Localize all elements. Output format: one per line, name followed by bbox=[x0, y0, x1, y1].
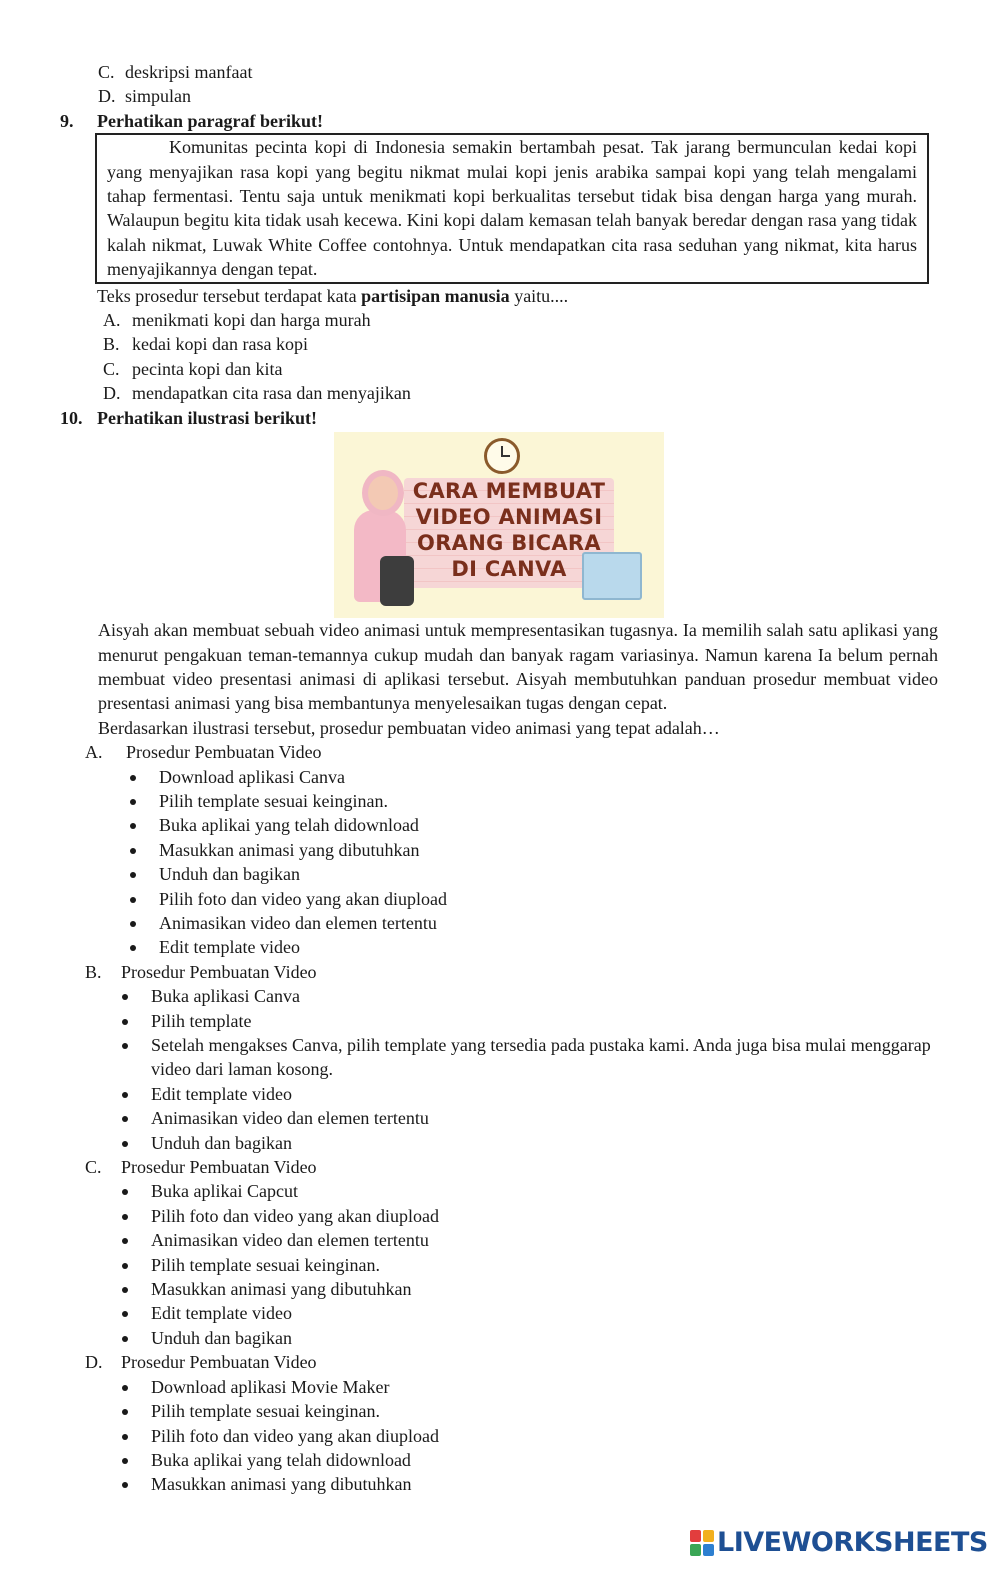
bullet-icon bbox=[130, 921, 136, 927]
stem-text-pre: Teks prosedur tersebut terdapat kata bbox=[97, 285, 362, 306]
girl-figure-head bbox=[362, 470, 404, 516]
option-text: simpulan bbox=[125, 86, 191, 107]
q9-stem bbox=[0, 284, 1000, 308]
bullet-icon bbox=[122, 1019, 128, 1025]
bullet-icon bbox=[122, 1263, 128, 1269]
step-item bbox=[0, 1228, 1000, 1252]
option-letter: A. bbox=[85, 742, 103, 763]
illustration-line: CARA MEMBUAT bbox=[412, 479, 606, 504]
bullet-icon bbox=[122, 1336, 128, 1342]
step-item bbox=[0, 838, 1000, 862]
option-letter: B. bbox=[103, 334, 120, 355]
stem-text-bold: partisipan manusia bbox=[361, 285, 510, 306]
option-steps-list bbox=[0, 765, 1000, 960]
logo-text: LIVEWORKSHEETS bbox=[717, 1526, 988, 1558]
step-item bbox=[0, 1326, 1000, 1350]
step-item bbox=[0, 935, 1000, 959]
q10-paragraph: Aisyah akan membuat sebuah video animasi untuk mempresentasikan tugasnya. Ia memilih salah satu aplikasi yang menurut pengakuan teman-temannya cukup mudah dan banyak ragam variasinya. Namun karena Ia belum pernah membuat video presentasi animasi di aplikasi tersebut. Aisyah membutuhkan panduan prosedur membuat video presentasi animasi yang bisa membantunya menyelesaikan tugas dengan cepat. bbox=[98, 620, 938, 714]
step-text: Edit template video bbox=[151, 1083, 292, 1104]
stem-text-post: yaitu.... bbox=[509, 285, 569, 306]
bullet-icon bbox=[122, 1116, 128, 1122]
option-letter: D. bbox=[98, 86, 116, 107]
step-item bbox=[0, 1448, 1000, 1472]
option-text: menikmati kopi dan harga murah bbox=[132, 310, 371, 331]
step-text: Buka aplikai yang telah didownload bbox=[151, 1449, 411, 1470]
step-text: Buka aplikasi Canva bbox=[151, 986, 300, 1007]
bullet-icon bbox=[130, 848, 136, 854]
option-letter: C. bbox=[98, 62, 115, 82]
liveworksheets-logo[interactable] bbox=[690, 1526, 988, 1560]
illustration-line: ORANG BICARA bbox=[417, 531, 601, 556]
step-item bbox=[0, 1424, 1000, 1448]
q8-option-d[interactable] bbox=[0, 84, 1000, 108]
option-title: Prosedur Pembuatan Video bbox=[121, 961, 317, 982]
bullet-icon bbox=[122, 1189, 128, 1195]
bullet-icon bbox=[122, 1043, 128, 1049]
option-steps-list bbox=[0, 1179, 1000, 1350]
option-title-row bbox=[0, 960, 1000, 984]
bullet-icon bbox=[130, 945, 136, 951]
option-letter: D. bbox=[85, 1352, 103, 1373]
bullet-icon bbox=[122, 1458, 128, 1464]
q9-option-d[interactable] bbox=[0, 381, 1000, 405]
logo-square bbox=[690, 1544, 701, 1556]
step-item bbox=[0, 1204, 1000, 1228]
step-item bbox=[0, 1301, 1000, 1325]
q9-passage-text: Komunitas pecinta kopi di Indonesia semakin bertambah pesat. Tak jarang bermunculan kedai kopi yang menyajikan rasa kopi yang begitu nikmat mulai kopi jenis arabika sampai kopi yang telah mengalami tahap fermentasi. Tentu saja untuk menikmati kopi berkualitas tersebut tidak bisa dengan harga yang murah. Walaupun begitu kita tidak usah kecewa. Kini kopi dalam kemasan telah banyak beredar dengan rasa yang tidak kalah nikmat, Luwak White Coffee contohnya. Untuk mendapatkan cita rasa seduhan yang nikmat, kita harus menyajikannya dengan tepat. bbox=[107, 137, 917, 280]
q9-heading bbox=[0, 109, 1000, 133]
q10-question: Berdasarkan ilustrasi tersebut, prosedur pembuatan video animasi yang tepat adalah… bbox=[98, 717, 720, 738]
option-letter: D. bbox=[103, 383, 121, 404]
step-text: Pilih template sesuai keinginan. bbox=[159, 790, 388, 811]
option-letter: A. bbox=[103, 310, 121, 331]
option-title-row bbox=[0, 740, 1000, 764]
step-text: Pilih template sesuai keinginan. bbox=[151, 1401, 380, 1422]
worksheet-page bbox=[0, 60, 1000, 1497]
bullet-icon bbox=[122, 1141, 128, 1147]
q9-options bbox=[0, 308, 1000, 406]
q10-option-c[interactable] bbox=[0, 1155, 1000, 1350]
option-title: Prosedur Pembuatan Video bbox=[121, 1352, 317, 1373]
bullet-icon bbox=[130, 872, 136, 878]
step-item bbox=[0, 1375, 1000, 1399]
canva-illustration bbox=[334, 432, 664, 618]
bullet-icon bbox=[122, 1287, 128, 1293]
step-text: Edit template video bbox=[151, 1303, 292, 1324]
bullet-icon bbox=[122, 1482, 128, 1488]
q9-option-c[interactable] bbox=[0, 357, 1000, 381]
bullet-icon bbox=[130, 775, 136, 781]
step-text: Animasikan video dan elemen tertentu bbox=[159, 912, 437, 933]
q8-options bbox=[0, 60, 1000, 109]
step-item bbox=[0, 1106, 1000, 1130]
bullet-icon bbox=[122, 1409, 128, 1415]
option-title-row bbox=[0, 1350, 1000, 1374]
option-letter: B. bbox=[85, 961, 102, 982]
step-item bbox=[0, 887, 1000, 911]
bullet-icon bbox=[122, 1214, 128, 1220]
logo-square bbox=[703, 1530, 714, 1542]
option-text: kedai kopi dan rasa kopi bbox=[132, 334, 308, 355]
step-item bbox=[0, 911, 1000, 935]
bullet-icon bbox=[122, 1385, 128, 1391]
illustration-title bbox=[402, 478, 616, 582]
step-text: Masukkan animasi yang dibutuhkan bbox=[151, 1279, 412, 1300]
option-title: Prosedur Pembuatan Video bbox=[126, 742, 322, 763]
step-text: Pilih foto dan video yang akan diupload bbox=[151, 1205, 439, 1226]
step-item bbox=[0, 1009, 1000, 1033]
option-letter: C. bbox=[103, 358, 120, 379]
logo-square bbox=[690, 1530, 701, 1542]
step-text: Animasikan video dan elemen tertentu bbox=[151, 1108, 429, 1129]
step-text: Download aplikasi Movie Maker bbox=[151, 1376, 390, 1397]
question-number: 9. bbox=[60, 110, 74, 131]
option-letter: C. bbox=[85, 1157, 102, 1178]
bullet-icon bbox=[130, 897, 136, 903]
clock-icon bbox=[484, 438, 520, 474]
step-item bbox=[0, 789, 1000, 813]
q10-option-a[interactable] bbox=[0, 740, 1000, 960]
q9-option-a[interactable] bbox=[0, 308, 1000, 332]
option-text: mendapatkan cita rasa dan menyajikan bbox=[132, 383, 411, 404]
step-text: Pilih foto dan video yang akan diupload bbox=[159, 888, 447, 909]
step-item bbox=[0, 1082, 1000, 1106]
bullet-icon bbox=[122, 1434, 128, 1440]
q10-option-b[interactable] bbox=[0, 960, 1000, 1155]
option-title: Prosedur Pembuatan Video bbox=[121, 1157, 317, 1178]
bullet-icon bbox=[130, 823, 136, 829]
option-text: pecinta kopi dan kita bbox=[132, 358, 283, 379]
bullet-icon bbox=[122, 1311, 128, 1317]
step-item bbox=[0, 813, 1000, 837]
step-text: Unduh dan bagikan bbox=[151, 1327, 292, 1348]
step-item bbox=[0, 1179, 1000, 1203]
step-text: Animasikan video dan elemen tertentu bbox=[151, 1230, 429, 1251]
question-heading: Perhatikan paragraf berikut! bbox=[97, 110, 323, 131]
step-text: Masukkan animasi yang dibutuhkan bbox=[159, 839, 420, 860]
step-item bbox=[0, 765, 1000, 789]
q9-passage-box bbox=[95, 133, 929, 283]
step-text: Unduh dan bagikan bbox=[151, 1132, 292, 1153]
step-item bbox=[0, 1033, 1000, 1082]
option-steps-list bbox=[0, 1375, 1000, 1497]
step-item bbox=[0, 984, 1000, 1008]
step-text: Buka aplikai Capcut bbox=[151, 1181, 298, 1202]
option-text: deskripsi manfaat bbox=[125, 62, 253, 82]
bullet-icon bbox=[130, 799, 136, 805]
step-text: Unduh dan bagikan bbox=[159, 864, 300, 885]
bullet-icon bbox=[122, 1238, 128, 1244]
logo-square bbox=[703, 1544, 714, 1556]
step-item bbox=[0, 862, 1000, 886]
option-title-row bbox=[0, 1155, 1000, 1179]
step-text: Download aplikasi Canva bbox=[159, 766, 345, 787]
step-text: Pilih template sesuai keinginan. bbox=[151, 1254, 380, 1275]
step-text: Masukkan animasi yang dibutuhkan bbox=[151, 1474, 412, 1495]
step-text: Pilih template bbox=[151, 1010, 252, 1031]
illustration-line: DI CANVA bbox=[451, 557, 567, 582]
illustration-line: VIDEO ANIMASI bbox=[415, 505, 603, 530]
step-item bbox=[0, 1399, 1000, 1423]
step-text: Setelah mengakses Canva, pilih template yang tersedia pada pustaka kami. Anda juga bisa mulai menggarap video dari laman kosong. bbox=[151, 1035, 931, 1080]
option-steps-list bbox=[0, 984, 1000, 1155]
step-text: Pilih foto dan video yang akan diupload bbox=[151, 1425, 439, 1446]
step-text: Edit template video bbox=[159, 937, 300, 958]
q10-option-d[interactable] bbox=[0, 1350, 1000, 1496]
step-item bbox=[0, 1277, 1000, 1301]
bullet-icon bbox=[122, 994, 128, 1000]
bullet-icon bbox=[122, 1092, 128, 1098]
q8-option-c[interactable] bbox=[0, 60, 1000, 84]
step-item bbox=[0, 1472, 1000, 1496]
q10-heading bbox=[0, 406, 1000, 430]
step-text: Buka aplikai yang telah didownload bbox=[159, 815, 419, 836]
question-heading: Perhatikan ilustrasi berikut! bbox=[97, 407, 318, 428]
step-item bbox=[0, 1253, 1000, 1277]
step-item bbox=[0, 1131, 1000, 1155]
q10-context bbox=[0, 618, 1000, 740]
q9-option-b[interactable] bbox=[0, 332, 1000, 356]
question-number: 10. bbox=[60, 407, 83, 428]
logo-grid-icon bbox=[690, 1530, 714, 1556]
